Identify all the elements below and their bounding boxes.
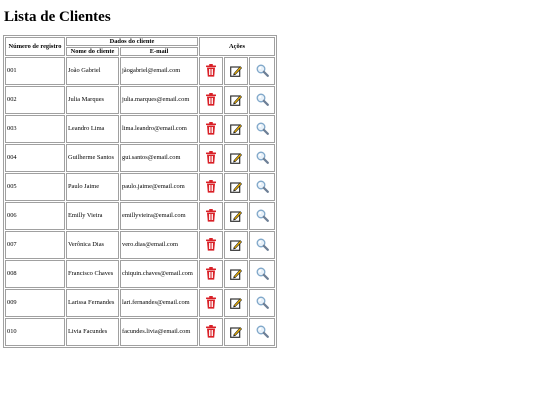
table-row: [5, 202, 275, 230]
registro-cell: 004: [5, 144, 65, 172]
delete-cell: [199, 57, 223, 85]
view-cell: [249, 318, 275, 346]
clients-table-body: [5, 57, 275, 346]
header-registro: Número de registro: [5, 37, 65, 56]
trash-icon: [205, 64, 217, 77]
magnifier-icon: [256, 122, 269, 135]
trash-icon: [205, 267, 217, 280]
magnifier-icon: [256, 64, 269, 77]
edit-icon: [230, 181, 242, 193]
magnifier-icon: [256, 267, 269, 280]
registro-cell: 006: [5, 202, 65, 230]
view-button[interactable]: [256, 64, 269, 77]
magnifier-icon: [256, 93, 269, 106]
delete-button[interactable]: [205, 296, 217, 309]
edit-cell: [224, 318, 248, 346]
email-cell: jãogabriel@email.com: [120, 57, 198, 85]
registro-cell: 002: [5, 86, 65, 114]
header-nome: Nome do cliente: [66, 47, 119, 56]
edit-icon: [230, 239, 242, 251]
delete-button[interactable]: [205, 325, 217, 338]
magnifier-icon: [256, 325, 269, 338]
edit-button[interactable]: [230, 65, 242, 77]
nome-cell: Francisco Chaves: [66, 260, 119, 288]
edit-button[interactable]: [230, 239, 242, 251]
edit-icon: [230, 297, 242, 309]
view-button[interactable]: [256, 151, 269, 164]
edit-button[interactable]: [230, 268, 242, 280]
registro-cell: 009: [5, 289, 65, 317]
edit-cell: [224, 231, 248, 259]
delete-cell: [199, 318, 223, 346]
table-row: [5, 57, 275, 85]
view-button[interactable]: [256, 122, 269, 135]
magnifier-icon: [256, 209, 269, 222]
edit-button[interactable]: [230, 326, 242, 338]
edit-cell: [224, 289, 248, 317]
view-cell: [249, 173, 275, 201]
page-title: Lista de Clientes: [4, 9, 111, 25]
registro-cell: 003: [5, 115, 65, 143]
email-cell: vero.dias@email.com: [120, 231, 198, 259]
edit-button[interactable]: [230, 181, 242, 193]
email-cell: emillyvieira@email.com: [120, 202, 198, 230]
delete-button[interactable]: [205, 151, 217, 164]
registro-cell: 007: [5, 231, 65, 259]
delete-cell: [199, 144, 223, 172]
view-button[interactable]: [256, 180, 269, 193]
edit-cell: [224, 144, 248, 172]
registro-cell: 010: [5, 318, 65, 346]
edit-cell: [224, 202, 248, 230]
table-row: [5, 115, 275, 143]
edit-button[interactable]: [230, 94, 242, 106]
email-cell: chiquin.chaves@email.com: [120, 260, 198, 288]
registro-cell: 005: [5, 173, 65, 201]
nome-cell: Verônica Dias: [66, 231, 119, 259]
email-cell: lima.leandro@email.com: [120, 115, 198, 143]
view-button[interactable]: [256, 296, 269, 309]
magnifier-icon: [256, 180, 269, 193]
edit-button[interactable]: [230, 152, 242, 164]
edit-button[interactable]: [230, 297, 242, 309]
view-cell: [249, 86, 275, 114]
view-cell: [249, 260, 275, 288]
trash-icon: [205, 151, 217, 164]
table-row: [5, 86, 275, 114]
registro-cell: 001: [5, 57, 65, 85]
trash-icon: [205, 296, 217, 309]
registro-cell: 008: [5, 260, 65, 288]
nome-cell: Emilly Vieira: [66, 202, 119, 230]
email-cell: lari.fernandes@email.com: [120, 289, 198, 317]
edit-icon: [230, 94, 242, 106]
table-row: [5, 231, 275, 259]
edit-cell: [224, 260, 248, 288]
magnifier-icon: [256, 151, 269, 164]
edit-button[interactable]: [230, 210, 242, 222]
edit-cell: [224, 57, 248, 85]
nome-cell: Guilherme Santos: [66, 144, 119, 172]
header-acoes: Ações: [199, 37, 275, 56]
edit-icon: [230, 152, 242, 164]
email-cell: paulo.jaime@email.com: [120, 173, 198, 201]
edit-icon: [230, 123, 242, 135]
delete-button[interactable]: [205, 180, 217, 193]
delete-cell: [199, 173, 223, 201]
table-row: [5, 260, 275, 288]
nome-cell: Paulo Jaime: [66, 173, 119, 201]
nome-cell: Leandro Lima: [66, 115, 119, 143]
header-email: E-mail: [120, 47, 198, 56]
table-row: [5, 144, 275, 172]
view-cell: [249, 231, 275, 259]
table-row: [5, 318, 275, 346]
nome-cell: Julia Marques: [66, 86, 119, 114]
nome-cell: João Gabriel: [66, 57, 119, 85]
delete-button[interactable]: [205, 64, 217, 77]
delete-button[interactable]: [205, 93, 217, 106]
view-cell: [249, 57, 275, 85]
view-cell: [249, 144, 275, 172]
trash-icon: [205, 238, 217, 251]
view-button[interactable]: [256, 325, 269, 338]
delete-cell: [199, 202, 223, 230]
delete-cell: [199, 231, 223, 259]
edit-icon: [230, 65, 242, 77]
view-button[interactable]: [256, 267, 269, 280]
edit-icon: [230, 326, 242, 338]
delete-button[interactable]: [205, 267, 217, 280]
edit-button[interactable]: [230, 123, 242, 135]
delete-cell: [199, 260, 223, 288]
delete-button[interactable]: [205, 122, 217, 135]
view-cell: [249, 202, 275, 230]
email-cell: julia.marques@email.com: [120, 86, 198, 114]
view-cell: [249, 115, 275, 143]
magnifier-icon: [256, 238, 269, 251]
trash-icon: [205, 93, 217, 106]
trash-icon: [205, 325, 217, 338]
view-button[interactable]: [256, 238, 269, 251]
email-cell: gui.santos@email.com: [120, 144, 198, 172]
edit-cell: [224, 86, 248, 114]
delete-button[interactable]: [205, 209, 217, 222]
delete-cell: [199, 86, 223, 114]
trash-icon: [205, 122, 217, 135]
nome-cell: Larissa Fernandes: [66, 289, 119, 317]
edit-icon: [230, 210, 242, 222]
clients-table: [3, 35, 277, 348]
header-dados-cliente: Dados do cliente: [66, 37, 198, 46]
table-row: [5, 173, 275, 201]
view-cell: [249, 289, 275, 317]
trash-icon: [205, 180, 217, 193]
view-button[interactable]: [256, 93, 269, 106]
delete-button[interactable]: [205, 238, 217, 251]
edit-cell: [224, 173, 248, 201]
edit-icon: [230, 268, 242, 280]
delete-cell: [199, 289, 223, 317]
view-button[interactable]: [256, 209, 269, 222]
edit-cell: [224, 115, 248, 143]
magnifier-icon: [256, 296, 269, 309]
email-cell: facundes.livia@email.com: [120, 318, 198, 346]
table-row: [5, 289, 275, 317]
delete-cell: [199, 115, 223, 143]
nome-cell: Livia Facundes: [66, 318, 119, 346]
trash-icon: [205, 209, 217, 222]
